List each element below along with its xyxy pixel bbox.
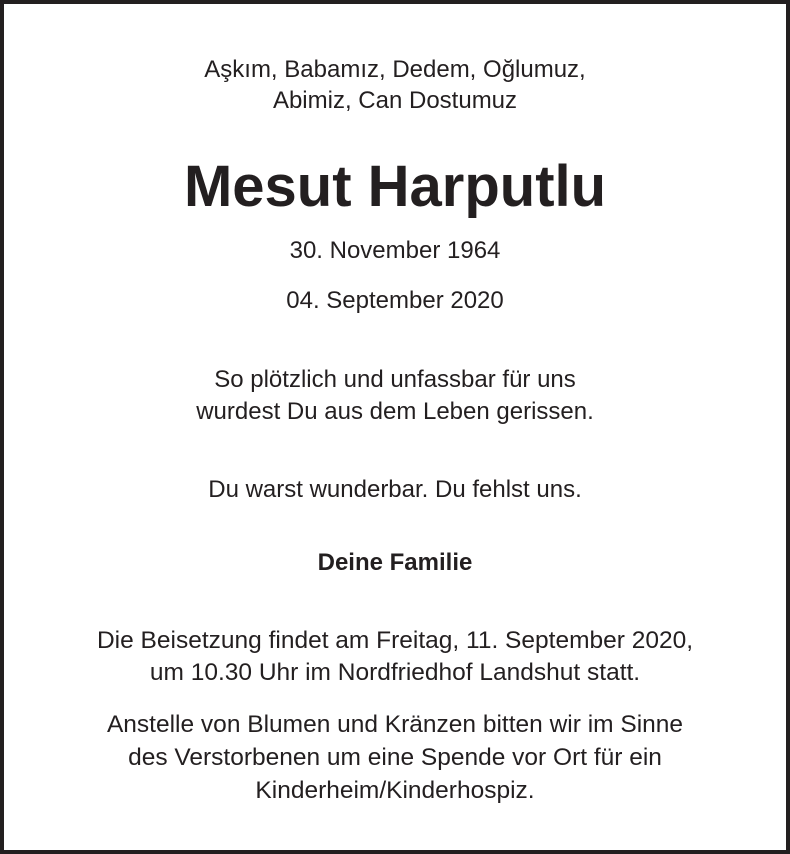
signature: Deine Familie [317,549,473,576]
tribute-text: Du warst wunderbar. Du fehlst uns. [208,476,582,503]
donation-line-1: Anstelle von Blumen und Kränzen bitten wir im Sinne [106,711,684,738]
message-line-1: So plötzlich und unfassbar für uns [214,366,576,393]
salutation-line-2: Abimiz, Can Dostumuz [272,87,518,114]
donation-line-2: des Verstorbenen um eine Spende vor Ort für ein [128,744,662,771]
birth-date: 30. November 1964 [289,237,501,264]
deceased-name: Mesut Harputlu [183,154,607,219]
funeral-line-1: Die Beisetzung findet am Freitag, 11. September 2020, [96,627,694,654]
salutation-line-1: Aşkım, Babamız, Dedem, Oğlumuz, [204,56,586,83]
death-date: 04. September 2020 [286,287,504,314]
message-line-2: wurdest Du aus dem Leben gerissen. [196,398,594,425]
funeral-line-2: um 10.30 Uhr im Nordfriedhof Landshut statt. [149,659,641,686]
donation-line-3: Kinderheim/Kinderhospiz. [255,777,535,804]
